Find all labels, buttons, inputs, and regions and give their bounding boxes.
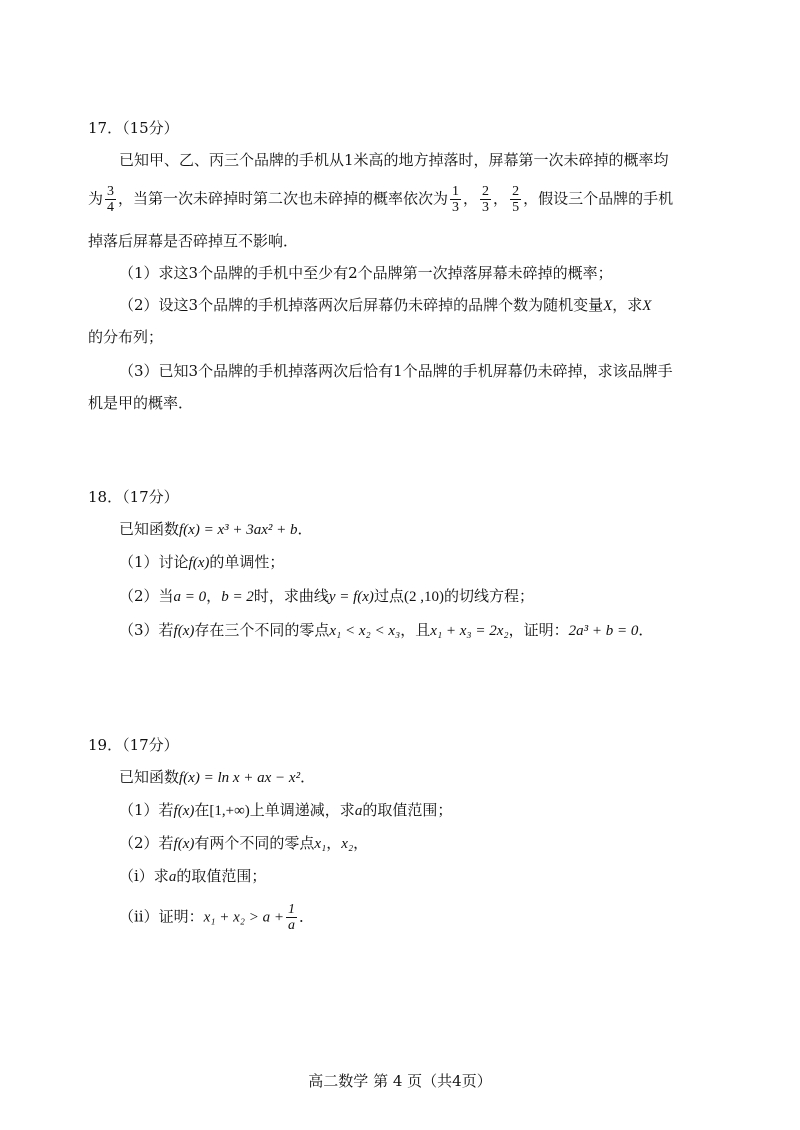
q17-part2-line1: （2）设这3个品牌的手机掉落两次后屏幕仍未碎掉的品牌个数为随机变量X，求X (119, 296, 652, 314)
q18-function-formula: f(x) = x³ + 3ax² + b (179, 522, 298, 538)
q17-part3-line2: 机是甲的概率． (88, 394, 194, 412)
q17-header: 17．（15分） (88, 119, 179, 137)
q17-part1: （1）求这3个品牌的手机中至少有2个品牌第一次掉落屏幕未碎掉的概率； (119, 264, 613, 282)
q17-part3-line1: （3）已知3个品牌的手机掉落两次后恰有1个品牌的手机屏幕仍未碎掉，求该品牌手 (119, 362, 673, 380)
q19-intro: 已知函数f(x) = ln x + ax − x²． (119, 768, 316, 786)
q17-part2-line2: 的分布列； (88, 328, 164, 346)
fraction-three-quarters: $\frac{3}{4}$ (107, 184, 115, 215)
q18-part1: （1）讨论f(x)的单调性； (119, 553, 285, 571)
fraction-two-fifths: $\frac{2}{5}$ (512, 184, 520, 215)
q19-sub1: （i）求a的取值范围； (119, 867, 267, 885)
q17-intro-line2: 为 $\frac{3}{4}$ ，当第一次未碎掉时第二次也未碎掉的概率依次为 $\frac{1}{3}$ ， $\frac{2}{3}$ ， $\frac{2}{5}$ ，假设三个品牌的手机 (88, 184, 674, 215)
q19-part1: （1）若f(x)在[1,+∞)上单调递减，求a的取值范围； (119, 801, 453, 819)
q19-sub2: （ii）证明：x₁ + x₂ > a + $\frac{1}{a}$ ． (119, 902, 314, 933)
q17-intro-line3: 掉落后屏幕是否碎掉互不影响． (88, 232, 299, 250)
q18-intro: 已知函数f(x) = x³ + 3ax² + b． (119, 520, 313, 538)
fraction-one-over-a: $\frac{1}{a}$ (287, 902, 295, 933)
fraction-two-thirds: $\frac{2}{3}$ (482, 184, 490, 215)
q17-intro-line1: 已知甲、乙、丙三个品牌的手机从1米高的地方掉落时，屏幕第一次未碎掉的概率均 (119, 151, 669, 169)
q18-part2: （2）当a = 0，b = 2时，求曲线y = f(x)过点(2 ,10)的切线方程； (119, 587, 534, 605)
q19-part2: （2）若f(x)有两个不同的零点x₁，x₂， (119, 834, 369, 852)
q19-function-formula: f(x) = ln x + ax − x² (179, 770, 301, 786)
q19-header: 19．（17分） (88, 736, 179, 754)
page-footer: 高二数学 第 4 页（共4页） (308, 1072, 492, 1090)
q18-part3: （3）若f(x)存在三个不同的零点x₁ < x₂ < x₃，且x₁ + x₃ = 2x₂，证明：2a³ + b = 0． (119, 621, 654, 639)
q18-header: 18．（17分） (88, 488, 179, 506)
fraction-one-third: $\frac{1}{3}$ (452, 184, 460, 215)
